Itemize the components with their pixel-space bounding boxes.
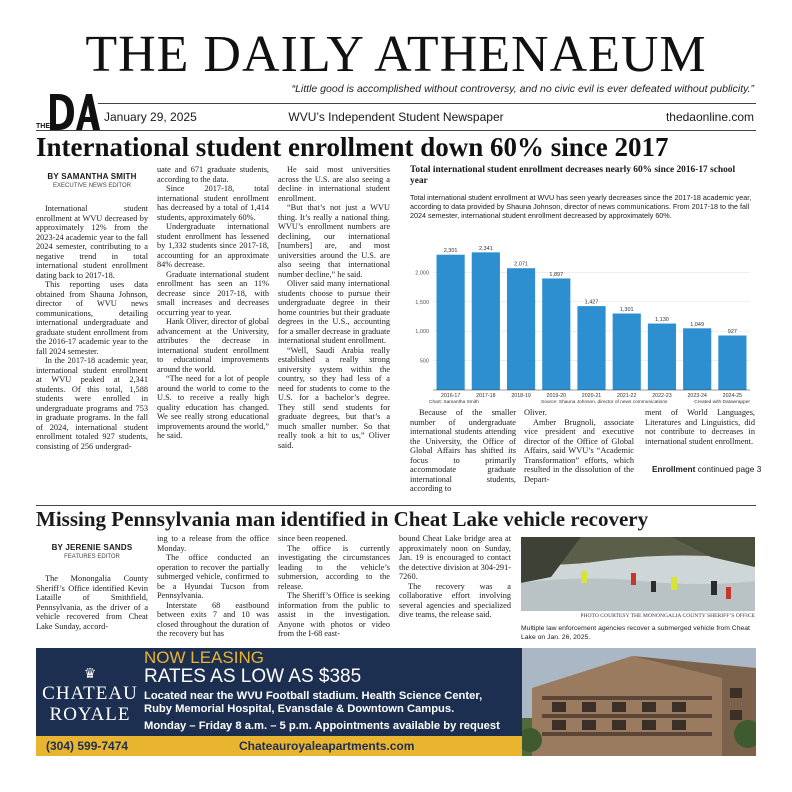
chart-description: Total international student enrollment at WVU has seen yearly decreases since the 2017-18 academic year, according to data provided by Shauna Johnson, director of news communications. From 2017-18 to the fall 2024 semester, international student enrollment decreased by approximately 60%. xyxy=(410,193,752,221)
masthead-title: THE DAILY ATHENAEUM xyxy=(85,26,707,83)
crown-icon: ♛ xyxy=(83,667,97,682)
story2-byline-block xyxy=(36,543,148,560)
paragraph: The office conducted an operation to recover the partially submerged vehicle, confirmed to be a Hyundai Tucson from Pennsylvania. xyxy=(157,553,269,600)
issue-date: January 29, 2025 xyxy=(104,110,197,124)
now-leasing: NOW LEASING xyxy=(144,648,264,667)
paragraph: Interstate 68 eastbound between exits 7 and 10 was closed throughout the duration of the recovery but has xyxy=(157,600,269,638)
paragraph: Amber Brugnoli, associate vice president and executive director of the Office of Global Affairs, said WVU’s “Academic Transformation” efforts, which resulted in the dissolution of the Depart- xyxy=(524,417,634,484)
chart-bar xyxy=(613,314,641,390)
paragraph: He said most universities across the U.S. are also seeing a decline in international student enrollment. xyxy=(278,165,390,203)
story2-column-4 xyxy=(399,534,511,644)
ad-website[interactable]: Chateauroyaleapartments.com xyxy=(239,739,415,753)
story2-column-2 xyxy=(157,534,269,644)
paragraph: “The need for a lot of people around the world to come to the U.S. to receive a really high quality education has changed. We see really strong educational improvements around the world,” he said. xyxy=(157,374,269,440)
story1-column-6 xyxy=(645,408,755,460)
apartment-photo xyxy=(522,648,756,756)
chart-value-label: 1,897 xyxy=(549,271,564,278)
chart-value-label: 1,301 xyxy=(619,307,634,314)
paragraph: uate and 671 graduate students, according to the data. xyxy=(157,165,269,184)
lead-headline[interactable]: International student enrollment down 60% since 2017 xyxy=(36,132,669,162)
chart-ytick-label: 500 xyxy=(419,358,429,365)
chart-category-label: 2024-25 xyxy=(722,393,743,399)
chateau-royale-ad[interactable] xyxy=(36,648,756,756)
paragraph: ment of World Languages, Literatures and Linguistics, did not contribute to decreases in international student enrollment. xyxy=(645,408,755,446)
chart-value-label: 2,071 xyxy=(514,261,528,268)
paragraph: This reporting uses data obtained from Shauna Johnson, director of WVU news communications, detailing international undergraduate and graduate student enrollment from the 2016-17 academic year to the fall 2024 semester. xyxy=(36,280,148,356)
paragraph: The office is currently investigating the circumstances leading to the vehicle’s submersion, according to the release. xyxy=(278,543,390,591)
photo-credit: PHOTO COURTESY THE MONONGALIA COUNTY SHERIFF’S OFFICE xyxy=(580,613,755,619)
office-hours: Monday – Friday 8 a.m. – 5 p.m. Appointments available by request xyxy=(144,720,500,732)
chart-category-label: 2016-17 xyxy=(440,393,461,399)
paragraph: In the 2017-18 academic year, international student enrollment at WVU peaked at 2,341 students. Of this total, 1,588 students were enrolled in undergraduate programs and 753 in graduate programs. In the fall of 2024, international student enrollment totaled 927 students, consisting of 256 undergrad- xyxy=(36,356,148,451)
chart-ytick-label: 2,000 xyxy=(415,270,429,277)
chart-category-label: 2022-23 xyxy=(652,393,672,399)
byline-role: FEATURES EDITOR xyxy=(64,554,120,560)
chart-value-label: 1,049 xyxy=(690,321,705,328)
chart-category-label: 2021-22 xyxy=(616,393,637,399)
paragraph: The Monongalia County Sheriff’s Office identified Kevin Lataille of Smithfield, Pennsylvania, as the driver of a vehicle recovered from Cheat Lake Sunday, accord- xyxy=(36,574,148,631)
chart-bar xyxy=(683,328,711,390)
story1-column-3 xyxy=(278,165,390,496)
location-text xyxy=(144,690,482,716)
paragraph: International student enrollment at WVU decreased by approximately 12% from the 2023-24 academic year to the fall 2024 semester, contributing to a negative trend in total international student enrollment dating back to 2017-18. xyxy=(36,204,148,280)
chart-tool-credit: Created with Datawrapper xyxy=(694,400,750,405)
byline: BY SAMANTHA SMITH xyxy=(47,172,137,181)
chart-value-label: 927 xyxy=(727,328,737,335)
chart-title: Total international student enrollment decreases nearly 60% since 2016-17 school year xyxy=(410,165,736,186)
chart-bar xyxy=(542,278,570,390)
brand-line-2: ROYALE xyxy=(49,704,131,725)
photo-caption: Multiple law enforcement agencies recover a submerged vehicle from Cheat Lake on Jan. 26, 2025. xyxy=(521,625,750,641)
chart-value-label: 1,427 xyxy=(584,299,599,306)
paragraph: Oliver said many international students choose to pursue their undergraduate degree in their home countries but their graduate degrees in the U.S., accounting for a smaller decrease in graduate international student enrollment. xyxy=(278,279,390,345)
chart-ytick-label: 1,500 xyxy=(415,299,429,306)
story1-byline-block xyxy=(36,172,148,189)
paragraph: Because of the smaller number of undergraduate international students attending the University, the Office of Global Affairs has shifted its focus to primarily accommodate graduate international students, according to xyxy=(410,408,516,493)
masthead-tagline: “Little good is accomplished without controversy, and no civic evil is ever defeated without publicity.” xyxy=(291,83,754,95)
paragraph: The Sheriff’s Office is seeking information from the public to assist in the investigation. Anyone with photos or video from the I-68 east- xyxy=(278,591,390,638)
ad-brand-logo xyxy=(42,666,138,725)
paragraph: since been reopened. xyxy=(278,534,348,543)
paragraph: “But that’s not just a WVU thing. It’s really a national thing. WVU’s enrollment numbers are declining, our international [numbers] are, and most universities around the U.S. are also seeing that international number decline,” he said. xyxy=(278,203,390,279)
byline-role: EXECUTIVE NEWS EDITOR xyxy=(53,183,131,189)
paragraph: Since 2017-18, total international student enrollment has decreased by a total of 1,414 students, approximately 60%. xyxy=(157,184,269,222)
paragraph: bound Cheat Lake bridge area at approximately noon on Sunday, Jan. 19 is encouraged to contact the detective division at 304-291-7260. xyxy=(399,534,511,581)
story2-column-1 xyxy=(36,574,148,644)
chart-bar xyxy=(718,335,746,390)
chart-bar xyxy=(648,324,676,390)
story1-column-4 xyxy=(410,408,516,498)
second-headline[interactable]: Missing Pennsylvania man identified in Cheat Lake vehicle recovery xyxy=(36,507,649,531)
paper-subtitle: WVU’s Independent Student Newspaper xyxy=(288,110,504,124)
enrollment-bar-chart xyxy=(405,235,757,405)
chart-category-label: 2020-21 xyxy=(581,393,602,399)
story1-column-2 xyxy=(157,165,269,496)
chart-category-label: 2017-18 xyxy=(476,393,496,399)
paragraph: Hank Oliver, director of global advancement at the University, attributes the decrease in international student enrollment to educational improvements around the world. xyxy=(157,317,269,374)
chart-bar xyxy=(577,306,605,390)
rates-text: RATES AS LOW AS $385 xyxy=(144,666,362,687)
paragraph: Undergraduate international student enrollment has lessened by 1,332 students since 2017-18, accounting for an approximate 84% decrease. xyxy=(157,222,269,269)
chart-ytick-label: 1,000 xyxy=(415,329,429,336)
paragraph: Graduate international student enrollment has seen an 11% decrease since 2017-18, with small increases and decreases occurring year to year. xyxy=(157,269,269,317)
chart-category-label: 2023-24 xyxy=(687,393,707,399)
brand-line-1: CHATEAU xyxy=(42,683,138,704)
paragraph: ing to a release from the office Monday. xyxy=(157,534,269,553)
continued-label: Enrollment xyxy=(652,464,696,474)
chart-bar xyxy=(437,255,465,390)
chart-value-label: 2,341 xyxy=(478,245,493,252)
chart-category-label: 2019-20 xyxy=(546,393,567,399)
chart-category-label: 2018-19 xyxy=(511,393,531,399)
cheat-lake-recovery-photo[interactable] xyxy=(521,537,755,611)
masthead-rule xyxy=(98,103,756,104)
paragraph: The recovery was a collaborative effort involving several agencies and specialized dive teams, the release said. xyxy=(399,581,511,619)
chart-value-label: 2,301 xyxy=(443,248,458,255)
chart-credit: Chart: Samantha Smith xyxy=(429,400,479,405)
ad-phone[interactable]: (304) 599-7474 xyxy=(46,739,129,753)
story1-column-1 xyxy=(36,204,148,496)
byline: BY JERENIE SANDS xyxy=(51,543,133,552)
location-line-1: Located near the WVU Football stadium. Health Science Center, xyxy=(144,690,483,702)
chart-source: Source: Shauna Johnson, director of news communications xyxy=(541,400,668,405)
chart-bar xyxy=(507,268,535,390)
continued-jump[interactable] xyxy=(652,464,761,474)
story1-column-5 xyxy=(524,408,634,498)
location-line-2: Ruby Memorial Hospital, Evansdale & Downtown Campus. xyxy=(144,703,455,715)
story2-column-3 xyxy=(278,534,390,644)
chart-bar xyxy=(472,252,500,390)
logo-the-text: THE xyxy=(36,123,50,130)
paragraph: Oliver. xyxy=(524,408,547,417)
continued-text: continued page 3 xyxy=(695,464,762,474)
chart-value-label: 1,130 xyxy=(655,317,669,324)
website-link[interactable]: thedaonline.com xyxy=(665,110,754,124)
paragraph: “Well, Saudi Arabia really established a really strong university system within the country, so they had less of a need for students to come to the U.S. for a bachelor’s degree. They still send students for graduate degrees, but that’s a much smaller number. So that really took a hit to us,” Oliver said. xyxy=(278,345,390,450)
